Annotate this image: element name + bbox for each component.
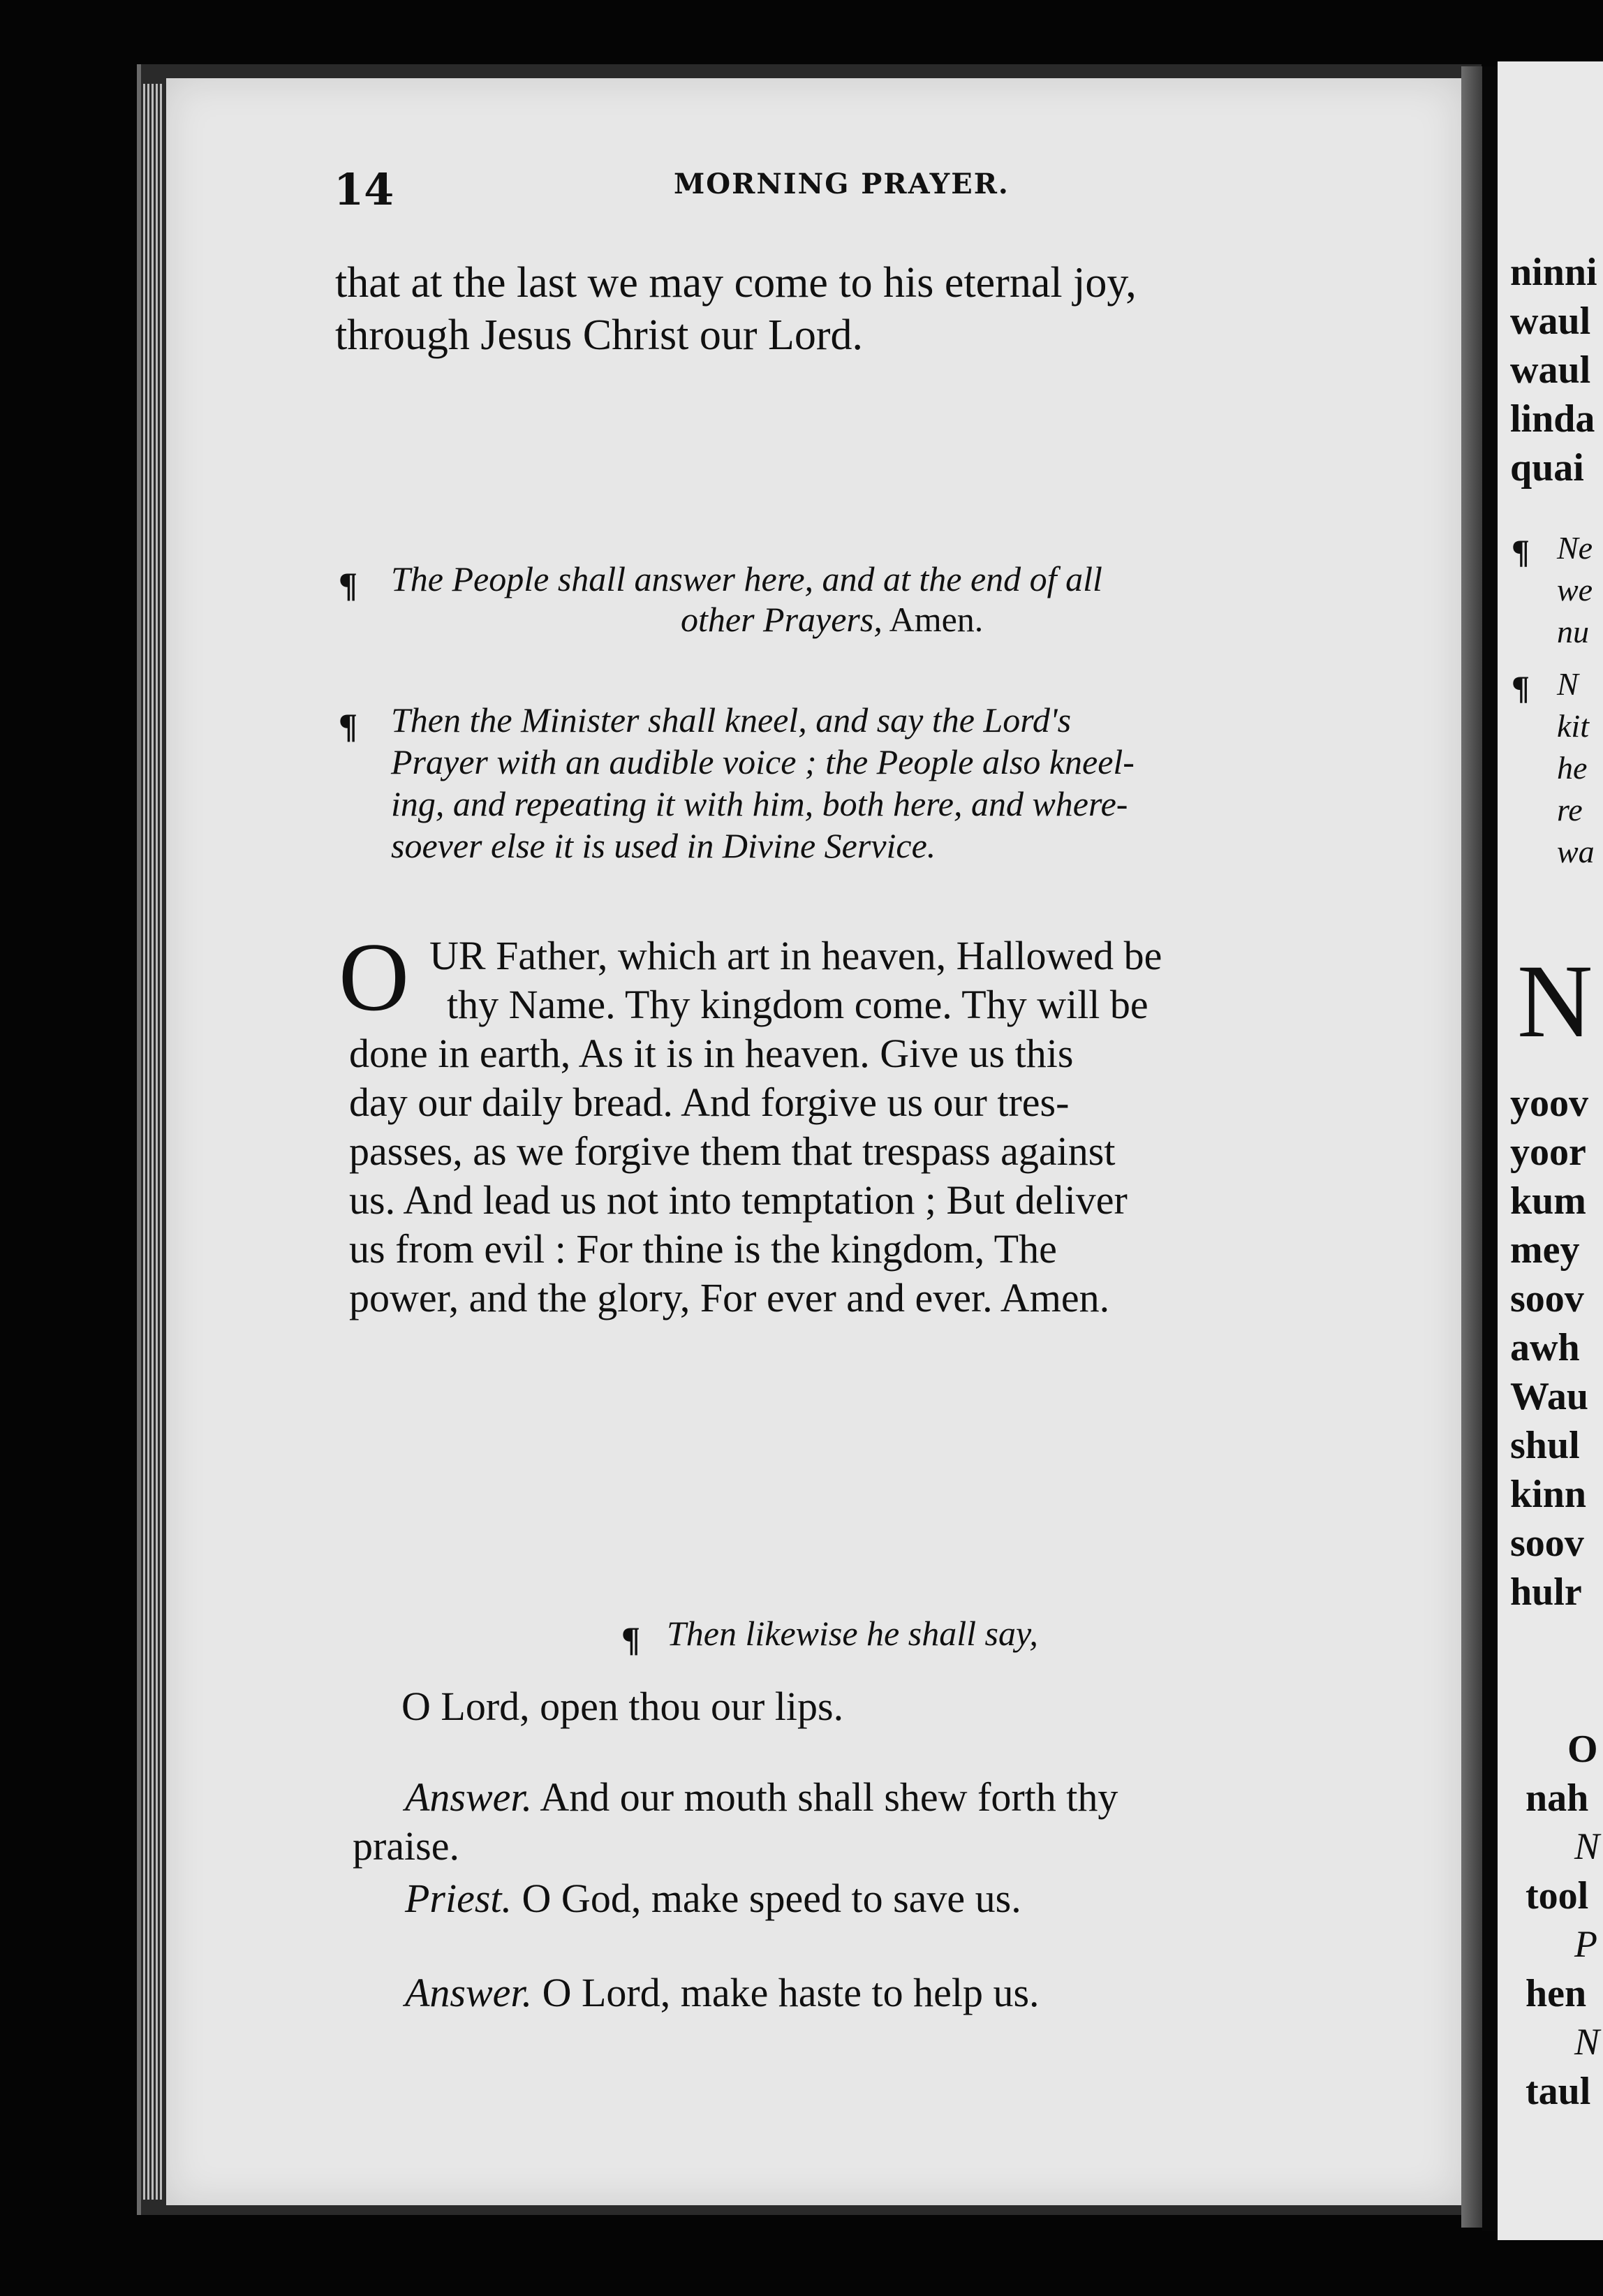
pilcrow-mark: ¶ xyxy=(339,706,358,745)
facing-line: waul xyxy=(1510,348,1591,392)
answer-1 xyxy=(405,1774,1118,1820)
facing-line: awh xyxy=(1510,1326,1580,1369)
facing-line: Wau xyxy=(1510,1375,1589,1418)
facing-rubric-frag: Ne xyxy=(1557,530,1593,566)
rubric-likewise-text: Then likewise he shall say, xyxy=(667,1614,1038,1653)
rubric-amen-italic: other Prayers, xyxy=(681,600,882,639)
answer-label: Answer. xyxy=(405,1774,533,1820)
facing-line: P xyxy=(1574,1923,1597,1965)
opening-line-1: that at the last we may come to his eternal joy, xyxy=(335,259,1137,307)
facing-line: N xyxy=(1574,2021,1600,2063)
facing-line: N xyxy=(1574,1825,1600,1867)
prayer-line-8: power, and the glory, For ever and ever. Amen. xyxy=(349,1275,1110,1320)
rubric-line-1: Then the Minister shall kneel, and say the Lord's xyxy=(391,700,1072,739)
answer-text: And our mouth shall shew forth thy xyxy=(532,1774,1118,1820)
facing-line: soov xyxy=(1510,1522,1584,1565)
facing-rubric-frag: we xyxy=(1557,572,1593,608)
prayer-line-2: thy Name. Thy kingdom come. Thy will be xyxy=(447,982,1148,1027)
rubric-amen-roman: Amen. xyxy=(882,600,984,639)
prayer-line-5: passes, as we forgive them that trespass against xyxy=(349,1128,1116,1174)
prayer-line-4: day our daily bread. And forgive us our tres- xyxy=(349,1080,1070,1125)
rubric-line-4: soever else it is used in Divine Service. xyxy=(391,826,936,865)
facing-drop-cap: N xyxy=(1517,943,1593,1059)
drop-cap: O xyxy=(339,923,410,1031)
facing-rubric-frag: nu xyxy=(1557,614,1589,649)
prayer-line-1: UR Father, which art in heaven, Hallowed be xyxy=(429,933,1162,978)
rubric-line-2: Prayer with an audible voice ; the People also kneel- xyxy=(391,742,1135,781)
answer-1-continuation: praise. xyxy=(353,1823,459,1869)
facing-line: kum xyxy=(1510,1179,1586,1223)
facing-line: hulr xyxy=(1510,1570,1582,1614)
facing-line: yoor xyxy=(1510,1131,1586,1174)
pilcrow-mark: ¶ xyxy=(339,565,358,604)
running-title: MORNING PRAYER. xyxy=(674,168,1010,200)
rubric-amen-line-1: The People shall answer here, and at the end of all xyxy=(391,559,1102,598)
rubric-line-3: ing, and repeating it with him, both here, and where- xyxy=(391,784,1128,823)
page-number: 14 xyxy=(334,164,394,215)
facing-rubric-frag: wa xyxy=(1557,834,1595,869)
facing-line: mey xyxy=(1510,1228,1580,1272)
facing-line: hen xyxy=(1526,1972,1587,2015)
facing-line: yoov xyxy=(1510,1082,1588,1125)
facing-line: O xyxy=(1567,1728,1598,1771)
page-edges xyxy=(143,84,163,2200)
versicle-1: O Lord, open thou our lips. xyxy=(401,1684,844,1729)
facing-line: taul xyxy=(1526,2070,1591,2113)
facing-line: linda xyxy=(1510,397,1595,441)
facing-page xyxy=(1498,61,1603,2240)
facing-line: tool xyxy=(1526,1874,1589,1918)
answer-label: Answer. xyxy=(405,1970,533,2015)
facing-rubric-frag: N xyxy=(1557,666,1579,702)
facing-line: soov xyxy=(1510,1277,1584,1320)
gutter xyxy=(1461,66,1482,2228)
facing-line: ninni xyxy=(1510,251,1597,294)
gutter-gap xyxy=(1482,66,1498,2231)
priest-2 xyxy=(405,1875,1021,1922)
prayer-line-3: done in earth, As it is in heaven. Give us this xyxy=(349,1031,1074,1076)
facing-line: quai xyxy=(1510,446,1584,490)
facing-pilcrow: ¶ xyxy=(1512,670,1530,707)
answer-text: O Lord, make haste to help us. xyxy=(532,1970,1040,2015)
facing-rubric-frag: re xyxy=(1557,792,1583,827)
priest-label: Priest. xyxy=(405,1876,512,1921)
pilcrow-mark: ¶ xyxy=(621,1619,641,1658)
facing-rubric-frag: kit xyxy=(1557,708,1589,744)
facing-line: shul xyxy=(1510,1424,1580,1467)
facing-line: nah xyxy=(1526,1776,1589,1820)
facing-line: waul xyxy=(1510,300,1591,343)
prayer-line-7: us from evil : For thine is the kingdom, The xyxy=(349,1226,1057,1272)
answer-2 xyxy=(405,1969,1040,2016)
opening-line-2: through Jesus Christ our Lord. xyxy=(335,311,864,359)
facing-rubric-frag: he xyxy=(1557,750,1588,786)
priest-text: O God, make speed to save us. xyxy=(512,1876,1021,1921)
facing-line: kinn xyxy=(1510,1473,1586,1516)
facing-pilcrow: ¶ xyxy=(1512,533,1530,571)
rubric-amen-line-2 xyxy=(681,599,983,640)
prayer-line-6: us. And lead us not into temptation ; But deliver xyxy=(349,1177,1128,1223)
